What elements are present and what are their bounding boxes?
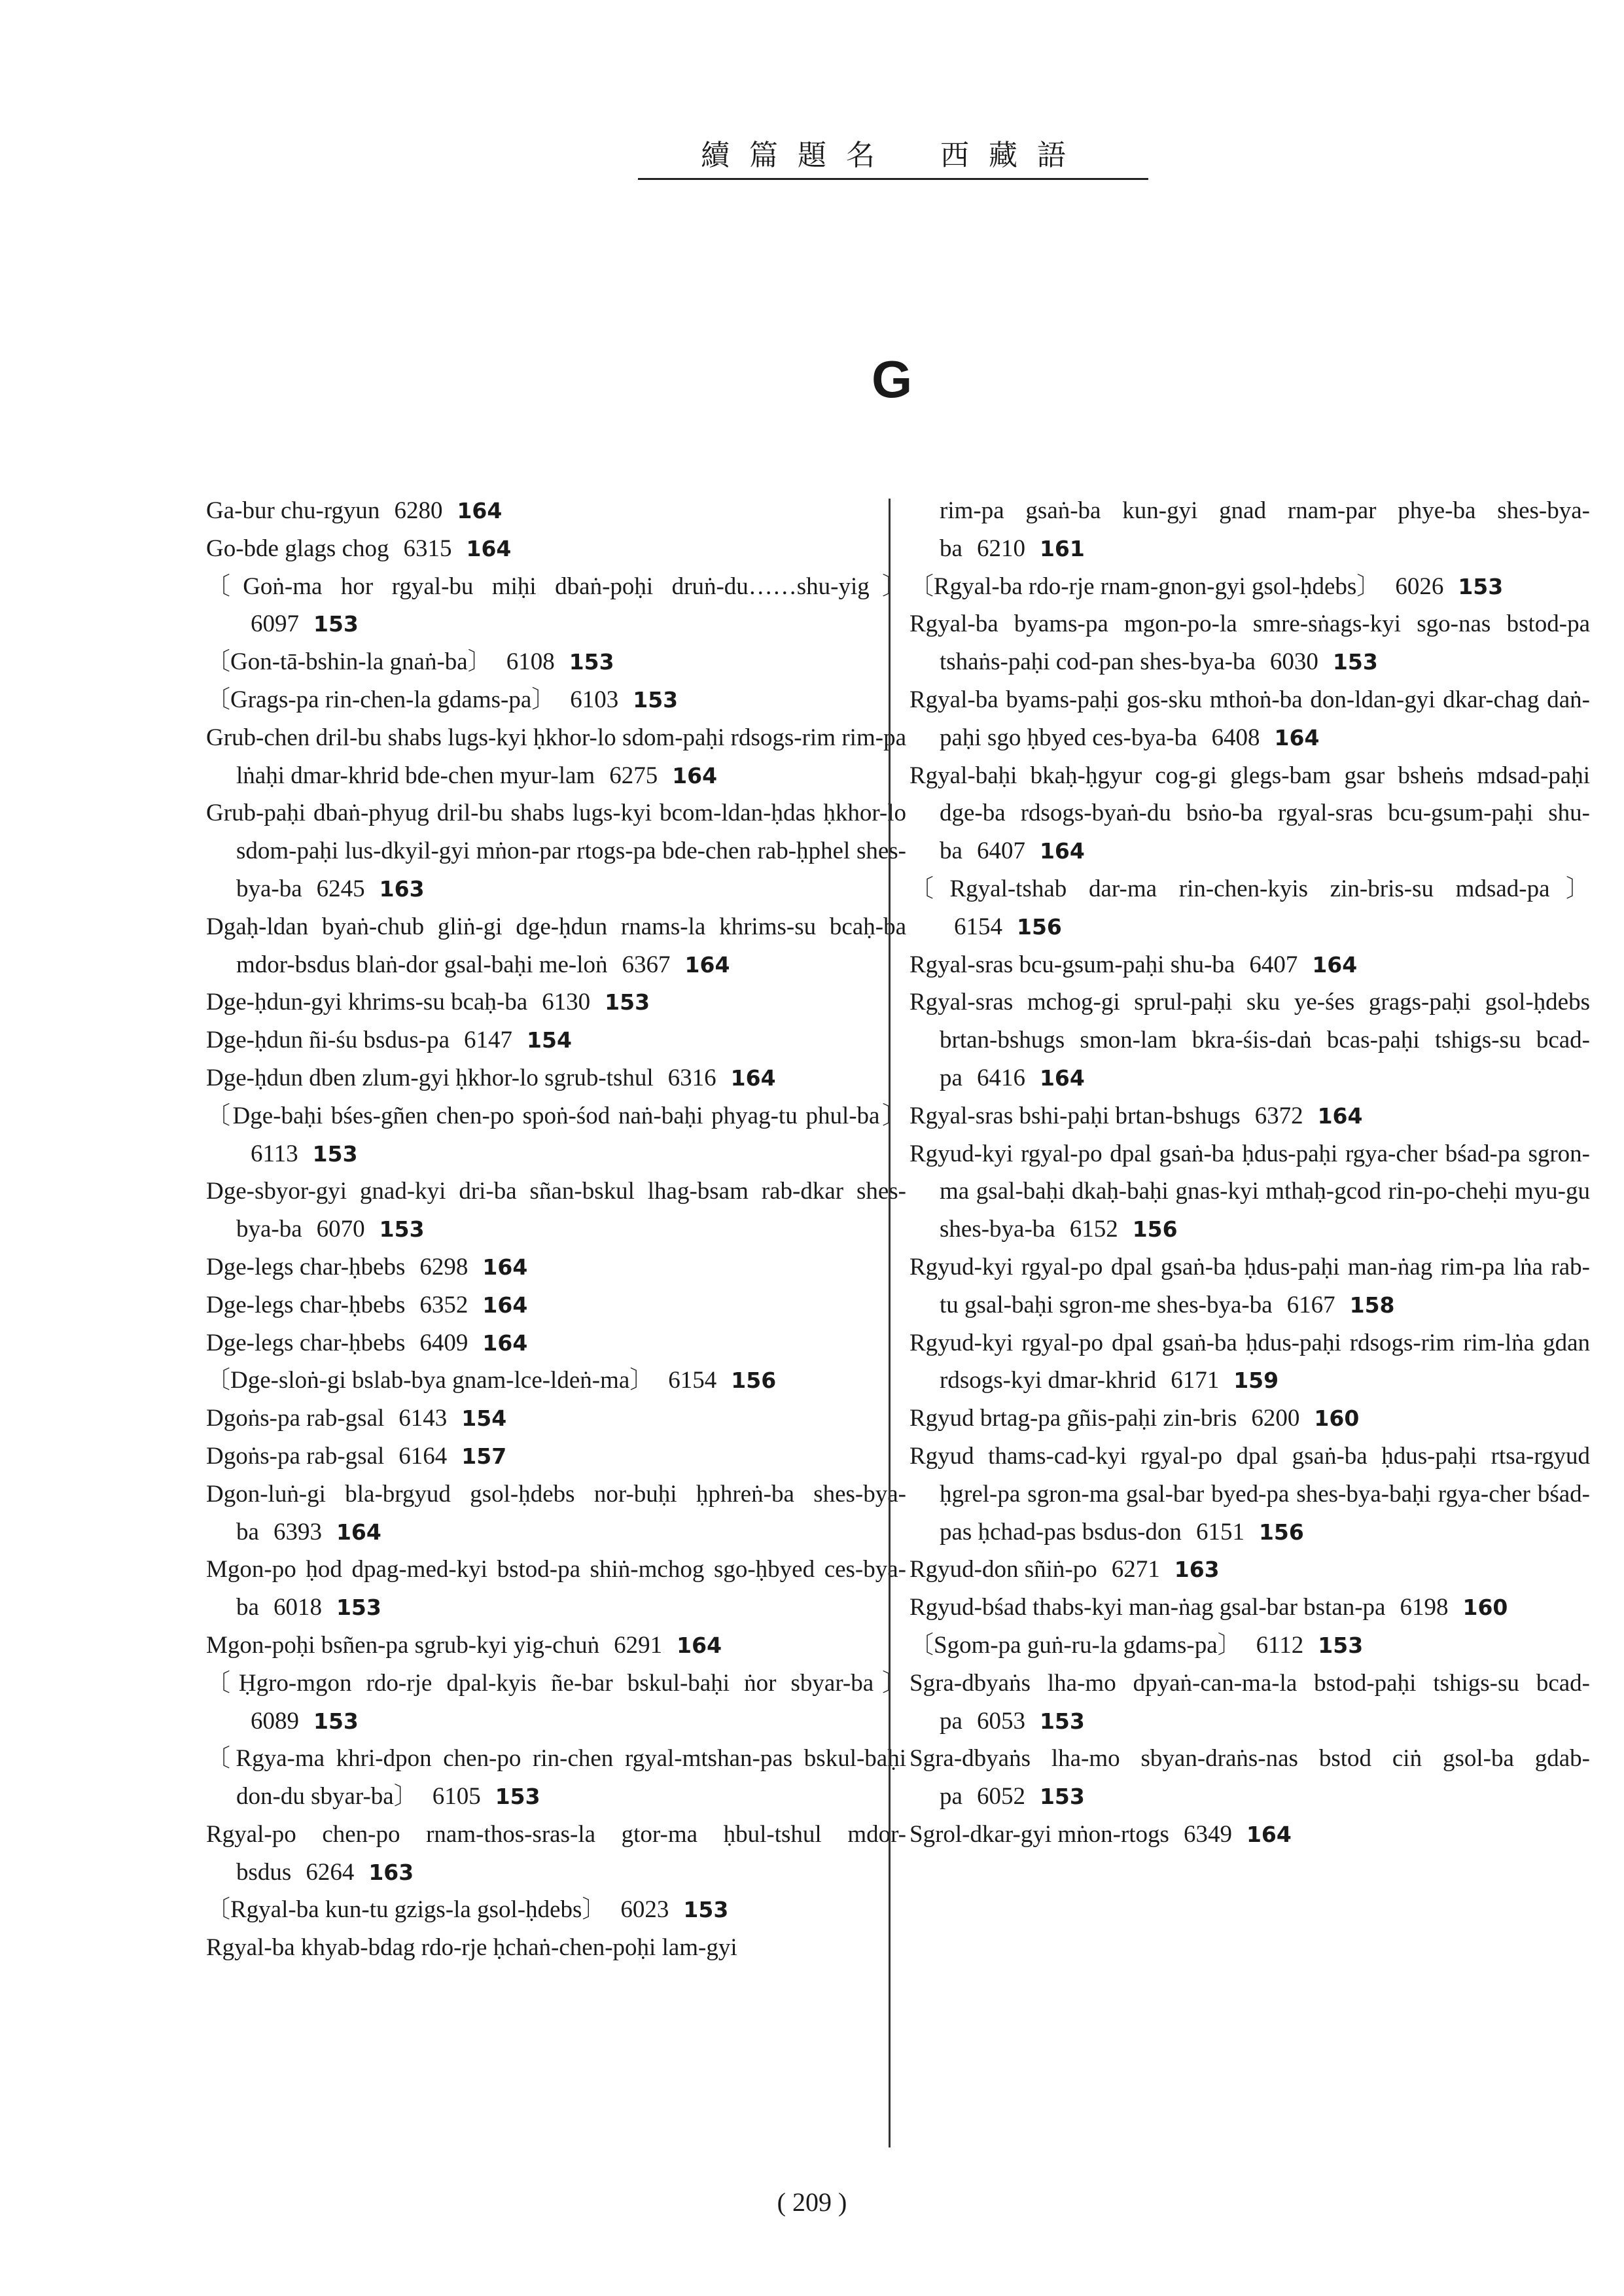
entry-number: 6393 <box>273 1518 322 1545</box>
entry-title: rim-pa gsaṅ-ba kun-gyi gnad rnam-par phye-ba shes-bya-ba <box>940 497 1590 562</box>
index-entry <box>909 1097 1590 1135</box>
entry-number: 6154 <box>668 1367 717 1394</box>
right-column <box>909 492 1590 1854</box>
index-entry <box>909 1816 1590 1854</box>
entry-number: 6167 <box>1286 1291 1335 1318</box>
entry-title: Dgoṅs-pa rab-gsal <box>206 1405 385 1432</box>
entry-title: Dge-legs char-ḥbebs <box>206 1329 406 1356</box>
index-entry <box>206 983 906 1021</box>
entry-title: Dge-legs char-ḥbebs <box>206 1291 406 1318</box>
index-entry <box>206 1059 906 1097</box>
left-column <box>206 492 906 1967</box>
index-entry <box>206 568 906 644</box>
entry-title: Rgyal-baḥi bkaḥ-ḥgyur cog-gi glegs-bam gsar bsheṅs mdsad-paḥi dge-ba rdsogs-byaṅ-du bsṅo-ba rgyal-sras bcu-gsum-paḥi shu-ba <box>909 762 1590 865</box>
entry-title: Dge-sbyor-gyi gnad-kyi dri-ba sñan-bskul lhag-bsam rab-dkar shes-bya-ba <box>206 1178 906 1243</box>
entry-page: 153 <box>336 1595 381 1621</box>
entry-number: 6280 <box>394 497 443 524</box>
running-head-right: 西藏語 <box>940 139 1086 172</box>
entry-number: 6113 <box>251 1140 298 1167</box>
entry-number: 6130 <box>542 989 591 1016</box>
entry-number: 6367 <box>622 951 671 978</box>
entry-page: 158 <box>1349 1292 1395 1318</box>
entry-number: 6298 <box>419 1253 468 1280</box>
entry-title: Rgyal-po chen-po rnam-thos-sras-la gtor-ma ḥbul-tshul mdor-bsdus <box>206 1820 906 1886</box>
entry-title: Dgaḥ-ldan byaṅ-chub gliṅ-gi dge-ḥdun rnams-la khrims-su bcaḥ-ba mdor-bsdus blaṅ-dor gsal-baḥi me-loṅ <box>206 913 906 978</box>
index-entry <box>206 1324 906 1362</box>
entry-number: 6151 <box>1195 1518 1244 1545</box>
index-entry <box>909 757 1590 870</box>
index-entry <box>206 1286 906 1324</box>
entry-title: Rgyal-sras bshi-paḥi brtan-bshugs <box>909 1102 1241 1129</box>
index-entry <box>206 1475 906 1551</box>
entry-title: Grub-chen dril-bu shabs lugs-kyi ḥkhor-lo sdom-paḥi rdsogs-rim rim-pa lṅaḥi dmar-khrid bde-chen myur-lam <box>206 724 906 789</box>
entry-page: 164 <box>482 1330 528 1356</box>
entry-number: 6407 <box>1249 951 1298 978</box>
entry-page: 156 <box>1132 1216 1178 1243</box>
running-head-left: 續篇題名 <box>701 139 894 172</box>
entry-page: 153 <box>605 989 650 1016</box>
entry-title: Rgyud thams-cad-kyi rgyal-po dpal gsaṅ-ba ḥdus-paḥi rtsa-rgyud ḥgrel-pa sgron-ma gsal-bar byed-pa shes-bya-baḥi rgya-cher bśad-pas ḥchad-pas bsdus-don <box>909 1442 1590 1545</box>
entry-page: 154 <box>461 1405 507 1432</box>
index-entry <box>206 1740 906 1816</box>
entry-number: 6052 <box>976 1783 1025 1810</box>
entry-page: 164 <box>482 1292 528 1318</box>
entry-page: 164 <box>672 762 718 788</box>
index-entry <box>909 946 1590 984</box>
entry-title: 〔Sgom-pa guṅ-ru-la gdams-pa〕 <box>909 1631 1242 1659</box>
entry-title: Go-bde glags chog <box>206 535 389 562</box>
entry-page: 157 <box>461 1443 507 1469</box>
page-number: ( 209 ) <box>777 2187 847 2217</box>
entry-number: 6372 <box>1254 1102 1303 1129</box>
entry-title: Rgyud brtag-pa gñis-paḥi zin-bris <box>909 1405 1237 1432</box>
entry-page: 163 <box>379 875 425 902</box>
entry-page: 164 <box>677 1632 722 1658</box>
entry-title: Mgon-poḥi bsñen-pa sgrub-kyi yig-chuṅ <box>206 1631 600 1659</box>
index-entry <box>206 1438 906 1475</box>
index-entry <box>909 1665 1590 1740</box>
entry-number: 6152 <box>1069 1216 1118 1243</box>
index-entry <box>909 1400 1590 1438</box>
entry-title: Rgyud-kyi rgyal-po dpal gsaṅ-ba ḥdus-paḥi rgya-cher bśad-pa sgron-ma gsal-baḥi dkaḥ-baḥi gnas-kyi mthaḥ-gcod rin-po-cheḥi myu-gu shes-bya-ba <box>909 1140 1590 1243</box>
entry-page: 164 <box>1246 1821 1292 1847</box>
entry-page: 164 <box>1317 1103 1363 1129</box>
entry-number: 6315 <box>403 535 452 562</box>
index-entry <box>909 492 1590 568</box>
entry-title: 〔Gon-tā-bshin-la gnaṅ-ba〕 <box>206 648 492 676</box>
index-entry <box>909 568 1590 606</box>
index-entry <box>206 492 906 530</box>
entry-number: 6154 <box>954 913 1002 940</box>
index-entry <box>206 794 906 908</box>
entry-page: 153 <box>313 1708 359 1734</box>
index-entry <box>206 719 906 795</box>
entry-page: 164 <box>1039 838 1085 864</box>
index-entry <box>909 605 1590 681</box>
index-entry <box>909 1324 1590 1400</box>
index-entry <box>909 983 1590 1097</box>
entry-page: 164 <box>336 1519 381 1545</box>
entry-page: 164 <box>466 535 512 561</box>
entry-page: 156 <box>1017 913 1062 940</box>
entry-number: 6210 <box>976 535 1025 562</box>
index-entry <box>909 1551 1590 1589</box>
index-entry <box>206 1173 906 1248</box>
entry-page: 153 <box>495 1784 540 1810</box>
entry-page: 153 <box>379 1216 425 1243</box>
entry-number: 6103 <box>570 686 619 713</box>
index-entry <box>206 530 906 568</box>
entry-number: 6171 <box>1171 1367 1220 1394</box>
entry-number: 6352 <box>419 1291 468 1318</box>
entry-page: 153 <box>1039 1784 1085 1810</box>
index-entry <box>206 1400 906 1438</box>
index-entry <box>206 1816 906 1892</box>
index-entry <box>206 1362 906 1400</box>
index-entry <box>909 870 1590 946</box>
entry-number: 6105 <box>432 1783 481 1810</box>
entry-title: Dge-legs char-ḥbebs <box>206 1253 406 1280</box>
entry-title: 〔Ḥgro-mgon rdo-rje dpal-kyis ñe-bar bskul-baḥi ṅor sbyar-ba〕 <box>206 1669 906 1697</box>
index-entry <box>206 1665 906 1740</box>
entry-page: 164 <box>1312 951 1358 978</box>
entry-page: 153 <box>1458 573 1504 599</box>
entry-page: 156 <box>731 1368 777 1394</box>
running-head <box>638 136 1148 175</box>
entry-page: 153 <box>1039 1708 1085 1734</box>
entry-page: 153 <box>633 686 679 713</box>
entry-title: Rgyal-sras bcu-gsum-paḥi shu-ba <box>909 951 1235 978</box>
entry-title: Dge-ḥdun dben zlum-gyi ḥkhor-lo sgrub-tshul <box>206 1064 654 1091</box>
index-entry <box>206 1627 906 1665</box>
index-entry <box>909 1627 1590 1665</box>
index-entry <box>909 1740 1590 1816</box>
entry-page: 164 <box>1274 724 1320 751</box>
index-entry <box>909 1589 1590 1627</box>
index-entry <box>206 1891 906 1929</box>
entry-title: Rgyal-ba byams-paḥi gos-sku mthoṅ-ba don-ldan-gyi dkar-chag daṅ-paḥi sgo ḥbyed ces-bya-ba <box>909 686 1590 751</box>
entry-title: 〔Rgya-ma khri-dpon chen-po rin-chen rgyal-mtshan-pas bskul-baḥi don-du sbyar-ba〕 <box>206 1745 906 1810</box>
index-entry <box>909 1248 1590 1324</box>
index-entry <box>909 681 1590 757</box>
entry-number: 6018 <box>273 1594 322 1621</box>
entry-number: 6026 <box>1395 573 1444 600</box>
entry-number: 6143 <box>398 1405 448 1432</box>
column-divider <box>889 499 891 2147</box>
entry-number: 6409 <box>419 1329 468 1356</box>
section-letter: G <box>872 350 913 408</box>
entry-title: Rgyud-don sñiṅ-po <box>909 1556 1097 1583</box>
entry-number: 6030 <box>1269 648 1318 676</box>
index-entry <box>909 1438 1590 1551</box>
index-entry <box>206 1551 906 1627</box>
entry-number: 6070 <box>316 1216 365 1243</box>
entry-title: Rgyal-sras mchog-gi sprul-paḥi sku ye-śes grags-paḥi gsol-ḥdebs brtan-bshugs smon-lam bkra-śis-daṅ bcas-paḥi tshigs-su bcad-pa <box>909 989 1590 1091</box>
index-entry <box>206 681 906 719</box>
entry-title: Dgon-luṅ-gi bla-brgyud gsol-ḥdebs nor-buḥi ḥphreṅ-ba shes-bya-ba <box>206 1480 906 1545</box>
entry-page: 153 <box>1318 1632 1364 1658</box>
index-entry <box>909 1135 1590 1248</box>
entry-page: 163 <box>368 1859 414 1885</box>
entry-title: 〔Rgyal-ba rdo-rje rnam-gnon-gyi gsol-ḥdebs〕 <box>909 573 1381 600</box>
entry-page: 159 <box>1233 1368 1279 1394</box>
entry-page: 164 <box>457 498 503 523</box>
entry-page: 156 <box>1258 1519 1304 1545</box>
index-entry <box>206 643 906 681</box>
entry-number: 6097 <box>251 610 299 638</box>
entry-number: 6147 <box>464 1027 513 1054</box>
entry-page: 164 <box>482 1254 528 1280</box>
entry-number: 6316 <box>667 1064 716 1091</box>
entry-title: Rgyud-kyi rgyal-po dpal gsaṅ-ba ḥdus-paḥi rdsogs-rim rim-lṅa gdan rdsogs-kyi dmar-khrid <box>909 1329 1590 1394</box>
entry-page: 164 <box>730 1065 776 1091</box>
entry-number: 6291 <box>614 1631 663 1659</box>
index-entry <box>206 1929 906 1967</box>
entry-page: 154 <box>527 1027 572 1053</box>
entry-page: 163 <box>1174 1557 1220 1583</box>
entry-number: 6108 <box>506 648 555 676</box>
entry-number: 6264 <box>306 1858 355 1886</box>
entry-number: 6408 <box>1211 724 1260 751</box>
index-entry <box>206 908 906 984</box>
entry-title: 〔Dge-sloṅ-gi bslab-bya gnam-lce-ldeṅ-ma〕 <box>206 1367 654 1394</box>
entry-page: 164 <box>1039 1065 1085 1091</box>
entry-page: 153 <box>569 649 614 675</box>
entry-title: 〔Rgyal-tshab dar-ma rin-chen-kyis zin-bris-su mdsad-pa〕 <box>909 875 1590 902</box>
entry-title: 〔Dge-baḥi bśes-gñen chen-po spoṅ-śod naṅ-baḥi phyag-tu phul-ba〕 <box>206 1102 906 1129</box>
entry-number: 6053 <box>976 1707 1025 1735</box>
entry-title: Grub-paḥi dbaṅ-phyug dril-bu shabs lugs-kyi bcom-ldan-ḥdas ḥkhor-lo sdom-paḥi lus-dkyil-gyi mṅon-par rtogs-pa bde-chen rab-ḥphel shes-bya-ba <box>206 800 906 902</box>
entry-number: 6407 <box>976 838 1025 865</box>
entry-page: 160 <box>1462 1595 1508 1621</box>
entry-page: 153 <box>683 1897 729 1923</box>
entry-page: 153 <box>313 611 359 637</box>
entry-number: 6112 <box>1256 1631 1304 1659</box>
entry-number: 6089 <box>251 1707 299 1735</box>
entry-title: Dgoṅs-pa rab-gsal <box>206 1442 385 1470</box>
entry-title: Sgra-dbyaṅs lha-mo sbyan-draṅs-nas bstod ciṅ gsol-ba gdab-pa <box>909 1745 1590 1810</box>
index-entry <box>206 1021 906 1059</box>
entry-title: Dge-ḥdun-gyi khrims-su bcaḥ-ba <box>206 989 528 1016</box>
entry-number: 6349 <box>1183 1820 1232 1848</box>
entry-page: 164 <box>684 951 730 978</box>
entry-title: 〔Rgyal-ba kun-tu gzigs-la gsol-ḥdebs〕 <box>206 1896 607 1924</box>
entry-title: Sgra-dbyaṅs lha-mo dpyaṅ-can-ma-la bstod-paḥi tshigs-su bcad-pa <box>909 1669 1590 1735</box>
entry-title: 〔Goṅ-ma hor rgyal-bu miḥi dbaṅ-poḥi druṅ-du……shu-yig〕 <box>206 573 906 600</box>
entry-title: Rgyud-kyi rgyal-po dpal gsaṅ-ba ḥdus-paḥi man-ṅag rim-pa lṅa rab-tu gsal-baḥi sgron-me shes-bya-ba <box>909 1253 1590 1318</box>
entry-page: 161 <box>1039 535 1085 561</box>
entry-title: Rgyal-ba byams-pa mgon-po-la smre-sṅags-kyi sgo-nas bstod-pa tshaṅs-paḥi cod-pan shes-bya-ba <box>909 610 1590 676</box>
entry-number: 6245 <box>316 875 365 902</box>
entry-number: 6164 <box>398 1442 448 1470</box>
entry-title: 〔Grags-pa rin-chen-la gdams-pa〕 <box>206 686 556 713</box>
header-rule <box>638 178 1148 180</box>
entry-title: Rgyud-bśad thabs-kyi man-ṅag gsal-bar bstan-pa <box>909 1594 1386 1621</box>
entry-page: 153 <box>312 1140 358 1167</box>
entry-number: 6198 <box>1400 1594 1449 1621</box>
entry-number: 6023 <box>620 1896 669 1924</box>
entry-title: Dge-ḥdun ñi-śu bsdus-pa <box>206 1027 450 1054</box>
entry-title: Rgyal-ba khyab-bdag rdo-rje ḥchaṅ-chen-poḥi lam-gyi <box>206 1934 737 1962</box>
entry-title: Mgon-po ḥod dpag-med-kyi bstod-pa shiṅ-mchog sgo-ḥbyed ces-bya-ba <box>206 1556 906 1621</box>
index-entry <box>206 1248 906 1286</box>
entry-number: 6200 <box>1251 1405 1300 1432</box>
entry-page: 160 <box>1314 1405 1360 1432</box>
entry-title: Sgrol-dkar-gyi mṅon-rtogs <box>909 1820 1169 1848</box>
entry-number: 6275 <box>609 762 658 789</box>
entry-page: 153 <box>1332 649 1378 675</box>
entry-number: 6271 <box>1111 1556 1160 1583</box>
entry-number: 6416 <box>976 1064 1025 1091</box>
index-entry <box>206 1097 906 1173</box>
entry-title: Ga-bur chu-rgyun <box>206 497 380 524</box>
